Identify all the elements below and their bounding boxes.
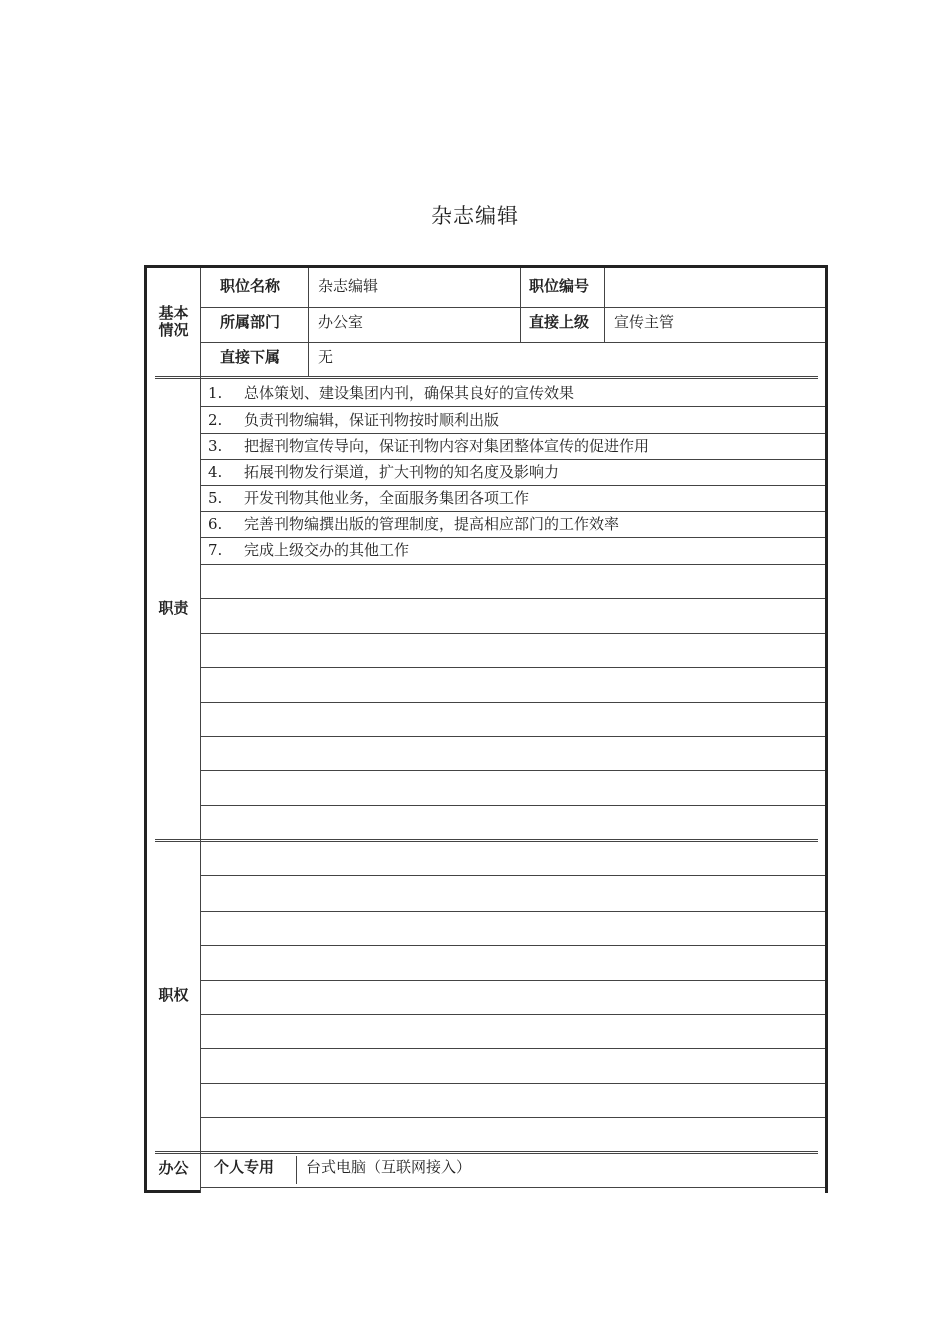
duty-item-7: 7. 完成上级交办的其他工作 xyxy=(208,541,410,559)
subordinate-value: 无 xyxy=(318,348,334,366)
position-name-value: 杂志编辑 xyxy=(318,277,379,295)
basic-row-line-1 xyxy=(200,307,825,308)
authority-line-7 xyxy=(200,1083,825,1084)
basic-section-label: 基本 情况 xyxy=(158,304,189,339)
duty-item-3: 3. 把握刊物宣传导向，保证刊物内容对集团整体宣传的促进作用 xyxy=(208,437,650,455)
authority-line-3 xyxy=(200,945,825,946)
duty-blank-line-7 xyxy=(200,805,825,806)
duty-item-6: 6. 完善刊物编撰出版的管理制度，提高相应部门的工作效率 xyxy=(208,515,620,533)
authority-line-4 xyxy=(200,980,825,981)
duty-blank-line-6 xyxy=(200,770,825,771)
form-bottom-rule xyxy=(144,1190,200,1193)
duty-line-5 xyxy=(200,511,825,512)
basic-divider-3 xyxy=(604,268,605,342)
basic-row-line-2 xyxy=(200,342,825,343)
authority-line-8 xyxy=(200,1117,825,1118)
job-description-form xyxy=(144,265,828,1193)
subordinate-label: 直接下属 xyxy=(220,348,281,366)
duty-line-6 xyxy=(200,537,825,538)
duty-item-1: 1. 总体策划、建设集团内刊，确保其良好的宣传效果 xyxy=(208,384,575,402)
duty-line-1 xyxy=(200,406,825,407)
authority-line-2 xyxy=(200,911,825,912)
duty-item-5: 5. 开发刊物其他业务，全面服务集团各项工作 xyxy=(208,489,530,507)
authority-line-1 xyxy=(200,875,825,876)
personal-use-value: 台式电脑（互联网接入） xyxy=(306,1158,472,1176)
duty-blank-line-5 xyxy=(200,736,825,737)
position-no-label: 职位编号 xyxy=(529,277,590,295)
duty-line-3 xyxy=(200,459,825,460)
authority-line-5 xyxy=(200,1014,825,1015)
personal-use-label: 个人专用 xyxy=(214,1158,275,1176)
duty-item-2: 2. 负责刊物编辑，保证刊物按时顺利出版 xyxy=(208,411,500,429)
superior-value: 宣传主管 xyxy=(614,313,675,331)
document-title: 杂志编辑 xyxy=(431,204,519,228)
basic-divider-2 xyxy=(520,268,521,342)
duty-blank-line-2 xyxy=(200,633,825,634)
duty-blank-line-4 xyxy=(200,702,825,703)
section-separator-basic xyxy=(155,376,818,379)
department-label: 所属部门 xyxy=(220,313,281,331)
duty-line-4 xyxy=(200,485,825,486)
duty-line-2 xyxy=(200,433,825,434)
duties-section-label: 职责 xyxy=(158,599,189,617)
superior-label: 直接上级 xyxy=(529,313,590,331)
authority-section-label: 职权 xyxy=(158,986,189,1004)
duty-blank-line-1 xyxy=(200,598,825,599)
office-divider xyxy=(296,1156,297,1184)
duty-item-4: 4. 拓展刊物发行渠道，扩大刊物的知名度及影响力 xyxy=(208,463,560,481)
basic-divider-1 xyxy=(308,268,309,376)
section-separator-duties xyxy=(155,839,818,842)
authority-line-6 xyxy=(200,1048,825,1049)
duty-line-7 xyxy=(200,564,825,565)
department-value: 办公室 xyxy=(318,313,364,331)
duty-blank-line-3 xyxy=(200,667,825,668)
position-name-label: 职位名称 xyxy=(220,277,281,295)
office-bottom-line xyxy=(200,1187,825,1188)
office-section-label: 办公 xyxy=(158,1159,189,1177)
section-separator-authority xyxy=(155,1151,818,1154)
